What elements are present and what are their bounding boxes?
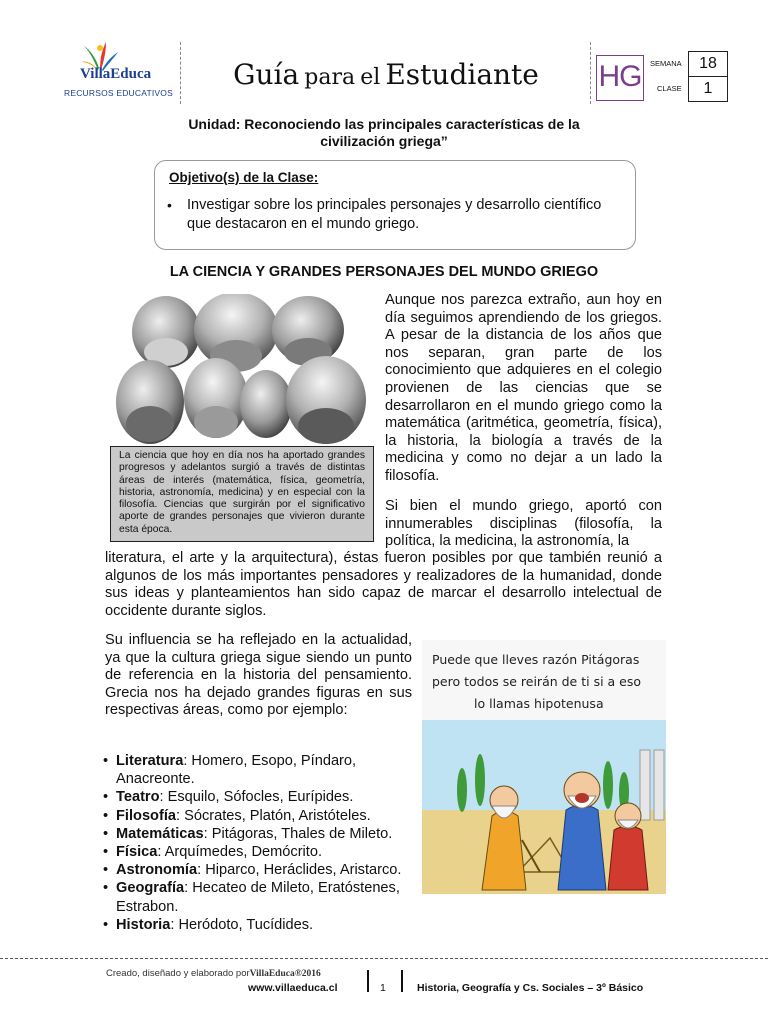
logo-name: VillaEduca bbox=[80, 66, 152, 82]
cartoon-figure-laughing bbox=[558, 772, 606, 890]
disciplines-paragraph-start: Si bien el mundo griego, aportó con innumerables disciplinas (filosofía, la política, la medicina, la astronomía, la bbox=[385, 498, 662, 550]
bust-top-left bbox=[132, 296, 200, 368]
intro-paragraph: Aunque nos parezca extraño, aun hoy en día seguimos aprendiendo de los griegos. A pesar de la distancia de los años que nos separan, gran parte de los conocimiento que adquieres en el colegio provienen de las ciencias que se desarrollaron en el mundo griego como la matemática (aritmética, geometría, física), la historia, la biología a través de la medicina y como no dejar a un lado la filosofía. bbox=[385, 292, 662, 484]
image-caption-box bbox=[110, 446, 374, 542]
greek-philosophers-busts-image bbox=[104, 294, 376, 446]
objective-box bbox=[154, 160, 636, 250]
week-label: SEMANA bbox=[650, 59, 682, 68]
cartoon-caption-line-2: pero todos se reirán de ti si a eso bbox=[432, 674, 642, 689]
bust-bottom-right bbox=[286, 356, 366, 444]
logo-subtitle: RECURSOS EDUCATIVOS bbox=[64, 88, 173, 98]
title-word-para: para bbox=[304, 65, 356, 90]
cartoon-caption-line-3: lo llamas hipotenusa bbox=[474, 696, 604, 711]
subject-badge-text: HG bbox=[598, 60, 642, 93]
objective-text: Investigar sobre los principales personajes y desarrollo científico que destacaron en el mundo griego. bbox=[187, 197, 602, 232]
list-item: • Literatura: Homero, Esopo, Píndaro, Anacreonte. bbox=[103, 753, 357, 788]
cartoon-caption-line-1: Puede que lleves razón Pitágoras bbox=[432, 652, 640, 667]
influence-paragraph: Su influencia se ha reflejado en la actualidad, ya que la cultura griega sigue siendo un punto de referencia en la historia del pensamiento. Grecia nos ha dejado grandes figuras en sus respectivas áreas, como por ejemplo: bbox=[105, 632, 412, 719]
title-word-el: el bbox=[360, 65, 381, 90]
list-item: • Teatro: Esquilo, Sófocles, Eurípides. bbox=[103, 789, 354, 806]
disciplines-paragraph-end: literatura, el arte y la arquitectura), éstas fueron posibles por que también reunió a algunos de los más importantes pensadores y realizadores de la humanidad, donde sus ideas y planteamientos han sido capaz de marcar el desarrollo intelectual de occidente durante siglos. bbox=[105, 550, 662, 619]
footer-website: www.villaeduca.cl bbox=[248, 982, 338, 994]
footer-separator-left bbox=[367, 970, 369, 992]
pythagoras-cartoon-image bbox=[422, 640, 666, 894]
header-divider-right bbox=[590, 42, 591, 104]
title-word-guia: Guía bbox=[233, 58, 300, 91]
page-title bbox=[188, 58, 584, 91]
header-divider-left bbox=[180, 42, 181, 104]
list-item: • Astronomía: Hiparco, Heráclides, Aristarco. bbox=[103, 862, 402, 879]
class-label: CLASE bbox=[657, 84, 682, 93]
objective-title: Objetivo(s) de la Clase: bbox=[169, 170, 319, 185]
bust-bottom-left bbox=[116, 360, 184, 444]
footer-separator-right bbox=[401, 970, 403, 992]
list-item: • Historia: Heródoto, Tucídides. bbox=[103, 916, 314, 933]
footer-divider bbox=[0, 958, 768, 959]
list-item: • Geografía: Hecateo de Mileto, Eratóstenes, Estrabon. bbox=[103, 880, 400, 915]
villaeduca-logo bbox=[64, 38, 176, 102]
class-number: 1 bbox=[688, 76, 728, 102]
footer-subject: Historia, Geografía y Cs. Sociales – 3º Básico bbox=[417, 982, 644, 994]
objective-bullet: • bbox=[167, 197, 172, 213]
footer-credit-text: Creado, diseñado y elaborado por bbox=[106, 968, 250, 979]
bust-bottom-mid bbox=[240, 370, 292, 438]
image-caption-text: La ciencia que hoy en día nos ha aportado grandes progresos y adelantos surgió a través de distintas áreas de interés (matemática, física, geometría, historia, astronomía, medicina) y en especial con la filosofía. Ciencias que surgirán por el significativo aporte de grandes personajes que vivieron durante esta época. bbox=[119, 450, 365, 535]
unit-title: Unidad: Reconociendo las principales características de la civilización griega” bbox=[188, 116, 580, 149]
subject-badge bbox=[596, 55, 644, 101]
footer-credit bbox=[106, 968, 321, 979]
bust-bottom-center bbox=[184, 358, 248, 438]
page-number: 1 bbox=[380, 982, 386, 994]
greek-figures-list bbox=[103, 752, 413, 934]
week-number: 18 bbox=[688, 51, 728, 77]
title-word-estudiante: Estudiante bbox=[385, 58, 539, 91]
list-item: • Física: Arquímedes, Demócrito. bbox=[103, 844, 323, 861]
list-item: • Filosofía: Sócrates, Platón, Aristóteles. bbox=[103, 807, 371, 824]
footer-credit-brand: VillaEduca®2016 bbox=[249, 969, 321, 979]
list-item: • Matemáticas: Pitágoras, Thales de Mileto. bbox=[103, 825, 393, 842]
section-title: LA CIENCIA Y GRANDES PERSONAJES DEL MUNDO GRIEGO bbox=[169, 264, 599, 280]
